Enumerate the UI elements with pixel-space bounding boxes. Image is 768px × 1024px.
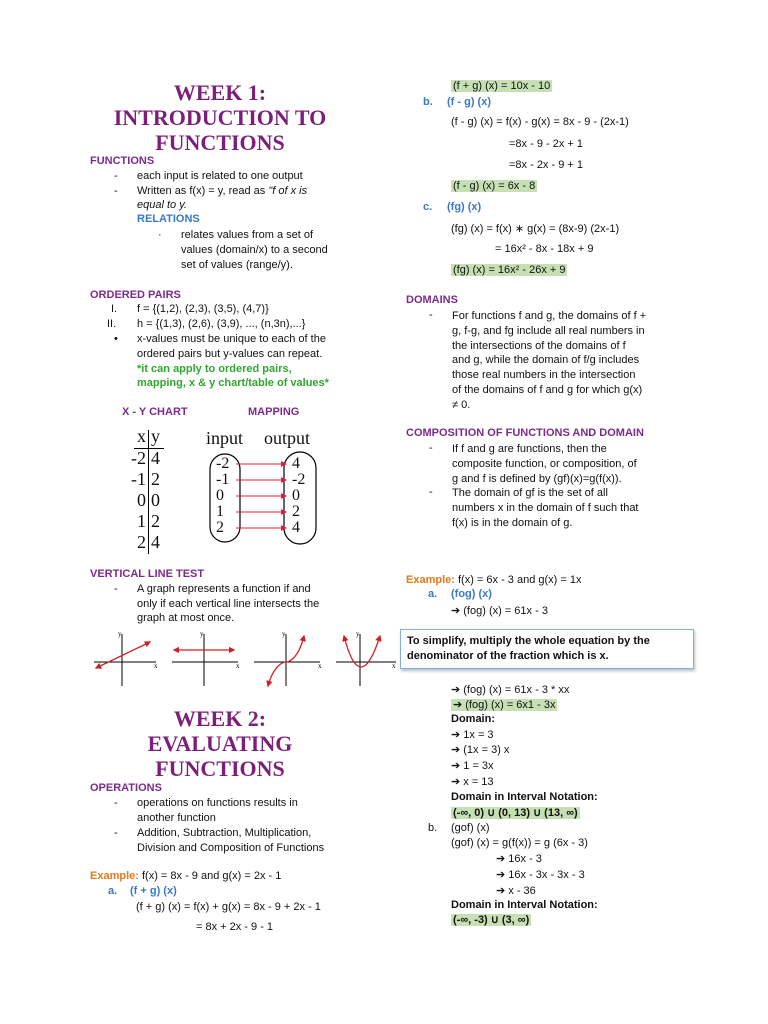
graph-linear bbox=[94, 630, 158, 686]
example1-b-line-3: =8x - 2x - 9 + 1 bbox=[509, 159, 583, 171]
operations-bullet-2a: Addition, Subtraction, Multiplication, bbox=[137, 827, 312, 839]
xy-y-values bbox=[151, 448, 160, 553]
vlt-line-3: graph at most once. bbox=[137, 612, 235, 624]
mapping-input-label: input bbox=[206, 428, 244, 448]
xy-y-cell: 2 bbox=[151, 469, 160, 489]
vertical-line-test-heading: VERTICAL LINE TEST bbox=[90, 568, 205, 580]
example2-b-line-4: ➔ x - 36 bbox=[496, 885, 536, 897]
xy-header-y: y bbox=[151, 426, 160, 446]
example1-c-line-1: (fg) (x) = f(x) ∗ g(x) = (8x-9) (2x-1) bbox=[451, 223, 620, 235]
example1-a-label: a. bbox=[108, 885, 118, 897]
xy-y-cell: 4 bbox=[151, 448, 160, 468]
mapping-label: MAPPING bbox=[248, 406, 300, 418]
graph-cubic bbox=[254, 630, 322, 686]
example1-a-line-1: (f + g) (x) = f(x) + g(x) = 8x - 9 + 2x - 1 bbox=[136, 901, 321, 913]
graph-horizontal bbox=[172, 630, 240, 686]
composition-bullet-1: If f and g are functions, then the composite function, or composition, of g and f is defined by (gf)(x)=g(f(x)). bbox=[452, 443, 637, 485]
example2-a-title: (fog) (x) bbox=[451, 588, 492, 600]
ordered-pairs-item-1: f = {(1,2), (2,3), (3,5), (4,7)} bbox=[137, 303, 269, 315]
example1-c-label: c. bbox=[423, 201, 433, 213]
xy-y-cell: 2 bbox=[151, 511, 160, 531]
example2-domain-label: Domain: bbox=[451, 713, 495, 725]
xy-y-cell: 4 bbox=[151, 532, 160, 552]
week1-title: WEEK 1: INTRODUCTION TO FUNCTIONS bbox=[113, 80, 327, 155]
example2-interval-a: (-∞, 0) ∪ (0, 13) ∪ (13, ∞) bbox=[453, 807, 578, 819]
relations-line-2: values (domain/x) to a second bbox=[181, 244, 328, 256]
xy-chart-label: X - Y CHART bbox=[122, 406, 188, 418]
bullet-dash: - bbox=[429, 486, 433, 498]
example1-c-line-2: = 16x² - 8x - 18x + 9 bbox=[495, 243, 594, 255]
example2-domain-step-1: ➔ 1x = 3 bbox=[451, 729, 494, 741]
example2-intro: Example: f(x) = 6x - 3 and g(x) = 1x bbox=[406, 574, 582, 586]
domains-heading: DOMAINS bbox=[406, 294, 458, 306]
operations-bullet-1a: operations on functions results in bbox=[137, 797, 298, 809]
bullet-dash: - bbox=[114, 583, 118, 595]
functions-bullet-2-cont: equal to y. bbox=[137, 199, 187, 211]
bullet-dash: - bbox=[114, 827, 118, 839]
xy-header-x: x bbox=[137, 426, 146, 446]
example1-b-label: b. bbox=[423, 96, 433, 108]
composition-bullet-2: The domain of gf is the set of all numbers x in the domain of f such that f(x) is in the domain of g. bbox=[452, 487, 639, 529]
ordered-pairs-item-2: h = {(1,3), (2,6), (3,9), ..., (n,3n),...} bbox=[137, 318, 306, 330]
example1-a-result: (f + g) (x) = 10x - 10 bbox=[453, 80, 551, 92]
ordered-pairs-green-1: *it can apply to ordered pairs, bbox=[137, 363, 292, 375]
example1-b-result: (f - g) (x) = 6x - 8 bbox=[453, 180, 536, 192]
ordered-pairs-heading: ORDERED PAIRS bbox=[90, 289, 181, 301]
relations-line-3: set of values (range/y). bbox=[181, 259, 293, 271]
example1-b-line-1: (f - g) (x) = f(x) - g(x) = 8x - 9 - (2x-1) bbox=[451, 116, 629, 128]
example2-a-line-1: ➔ (fog) (x) = 61x - 3 bbox=[451, 605, 548, 617]
functions-bullet-1: each input is related to one output bbox=[137, 170, 303, 182]
mapping-output: 4 bbox=[292, 455, 300, 472]
example2-interval-label: Domain in Interval Notation: bbox=[451, 791, 598, 803]
xy-x-cell: 0 bbox=[137, 490, 146, 510]
domains-text: For functions f and g, the domains of f + g, f-g, and fg include all real numbers in the intersections of the domains of f and g, while the domain of f/g includes those real numbers in the intersection of the domains of f and g for which g(x) ≠ 0. bbox=[452, 310, 647, 411]
xy-x-cell: -1 bbox=[131, 469, 146, 489]
ordered-pairs-green-2: mapping, x & y chart/table of values* bbox=[137, 377, 329, 389]
example1-c-result: (fg) (x) = 16x² - 26x + 9 bbox=[453, 264, 566, 276]
bullet-dot: • bbox=[114, 333, 118, 345]
xy-x-values bbox=[131, 448, 146, 553]
composition-heading: COMPOSITION OF FUNCTIONS AND DOMAIN bbox=[406, 427, 644, 439]
example1-a-line-2: = 8x + 2x - 9 - 1 bbox=[196, 921, 274, 933]
xy-x-cell: 2 bbox=[137, 532, 146, 552]
svg-text:x: x bbox=[392, 662, 396, 670]
example2-a-line-2: ➔ (fog) (x) = 61x - 3 * xx bbox=[451, 684, 570, 696]
example2-domain-step-3: ➔ 1 = 3x bbox=[451, 760, 494, 772]
svg-text:x: x bbox=[154, 662, 158, 670]
item-number: I. bbox=[111, 303, 118, 315]
mapping-output: -2 bbox=[292, 471, 306, 488]
operations-heading: OPERATIONS bbox=[90, 782, 162, 794]
mapping-input: -1 bbox=[216, 471, 230, 488]
example2-b-line-3: ➔ 16x - 3x - 3x - 3 bbox=[496, 869, 585, 881]
item-number: II. bbox=[107, 318, 117, 330]
svg-text:y: y bbox=[356, 630, 360, 638]
example2-a-line-3: ➔ (fog) (x) = 6x1 - 3x bbox=[453, 699, 556, 711]
example1-intro: Example: f(x) = 8x - 9 and g(x) = 2x - 1 bbox=[90, 870, 282, 882]
xy-x-cell: 1 bbox=[137, 511, 146, 531]
example2-a-label: a. bbox=[428, 588, 438, 600]
ordered-pairs-note-1: x-values must be unique to each of the bbox=[137, 333, 326, 345]
example1-a-title: (f + g) (x) bbox=[130, 885, 177, 897]
functions-bullet-2: Written as f(x) = y, read as "f of x is bbox=[137, 185, 308, 197]
mapping-inputs bbox=[216, 456, 229, 536]
operations-bullet-1b: another function bbox=[137, 812, 216, 824]
operations-bullet-2b: Division and Composition of Functions bbox=[137, 842, 325, 854]
svg-text:x: x bbox=[236, 662, 240, 670]
ordered-pairs-note-2: ordered pairs but y-values can repeat. bbox=[137, 348, 323, 360]
mapping-input: -2 bbox=[216, 455, 230, 472]
bullet-dash: - bbox=[429, 309, 433, 321]
example1-b-title: (f - g) (x) bbox=[447, 96, 491, 108]
mapping-input: 2 bbox=[216, 519, 224, 536]
xy-x-cell: -2 bbox=[131, 448, 146, 468]
xy-chart bbox=[118, 428, 178, 558]
mapping-input: 0 bbox=[216, 487, 224, 504]
relations-heading: RELATIONS bbox=[137, 213, 200, 225]
example2-interval-b: (-∞, -3) ∪ (3, ∞) bbox=[453, 914, 530, 926]
example1-b-line-2: =8x - 9 - 2x + 1 bbox=[509, 138, 583, 150]
bullet-dash: - bbox=[114, 185, 118, 197]
mapping-output-label: output bbox=[264, 428, 311, 448]
mapping-output: 2 bbox=[292, 503, 300, 520]
example2-domain-step-2: ➔ (1x = 3) x bbox=[451, 744, 510, 756]
mapping-output: 0 bbox=[292, 487, 300, 504]
example2-b-label: b. bbox=[428, 822, 438, 834]
vlt-line-2: only if each vertical line intersects the bbox=[137, 598, 320, 610]
svg-text:y: y bbox=[118, 630, 122, 638]
svg-text:y: y bbox=[282, 630, 286, 638]
relations-line-1: relates values from a set of bbox=[181, 229, 314, 241]
functions-heading: FUNCTIONS bbox=[90, 155, 155, 167]
svg-text:x: x bbox=[318, 662, 322, 670]
mapping-output: 4 bbox=[292, 519, 300, 536]
example2-b-line-2: ➔ 16x - 3 bbox=[496, 853, 542, 865]
bullet-dash: - bbox=[429, 442, 433, 454]
example1-c-title: (fg) (x) bbox=[447, 201, 482, 213]
example2-domain-step-4: ➔ x = 13 bbox=[451, 776, 494, 788]
vlt-line-1: A graph represents a function if and bbox=[137, 583, 311, 595]
mapping-diagram bbox=[206, 428, 336, 558]
example2-b-title: (gof) (x) bbox=[451, 822, 490, 834]
vertical-line-test-graphs bbox=[88, 628, 400, 690]
example2-b-line-1: (gof) (x) = g(f(x)) = g (6x - 3) bbox=[451, 837, 588, 849]
mapping-outputs bbox=[292, 456, 305, 536]
bullet-dot: · bbox=[158, 229, 162, 241]
tip-box: To simplify, multiply the whole equation by the denominator of the fraction which is x. bbox=[400, 629, 694, 669]
example2-interval-label-b: Domain in Interval Notation: bbox=[451, 899, 598, 911]
graph-parabola bbox=[336, 630, 396, 686]
mapping-input: 1 bbox=[216, 503, 224, 520]
bullet-dash: - bbox=[114, 170, 118, 182]
bullet-dash: - bbox=[114, 797, 118, 809]
xy-y-cell: 0 bbox=[151, 490, 160, 510]
svg-text:y: y bbox=[200, 630, 204, 638]
week2-title: WEEK 2: EVALUATING FUNCTIONS bbox=[147, 706, 293, 781]
